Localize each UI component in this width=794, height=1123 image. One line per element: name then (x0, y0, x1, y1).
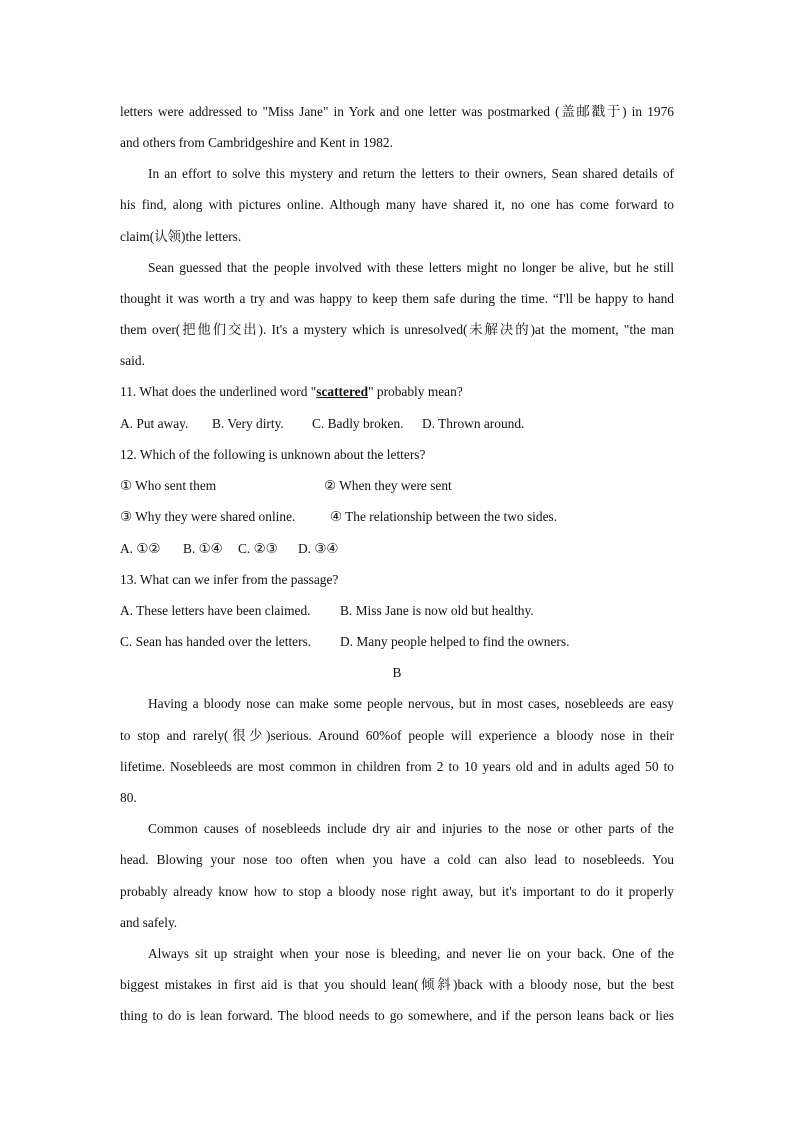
passage-a-line: claim(认领)the letters. (120, 229, 242, 244)
item-2: ② When they were sent (324, 478, 452, 493)
passage-a-line: them over(把他们交出). It's a mystery which is unresolved(未解决的)at the moment, "the man (120, 322, 674, 337)
passage-b-line: head. Blowing your nose too often when you have a cold can also lead to nosebleeds. You (120, 852, 674, 867)
passage-a-line: his find, along with pictures online. Although many have shared it, no one has come forward to (120, 197, 674, 212)
option-b[interactable]: B. Very dirty. (212, 416, 284, 431)
underlined-word: scattered (316, 384, 369, 399)
option-d[interactable]: D. Many people helped to find the owners. (340, 634, 570, 649)
passage-b-line: Common causes of nosebleeds include dry air and injuries to the nose or other parts of the (148, 821, 674, 836)
option-b[interactable]: B. Miss Jane is now old but healthy. (340, 603, 534, 618)
option-c[interactable]: C. Badly broken. (312, 416, 404, 431)
option-c[interactable]: C. ②③ (238, 541, 278, 556)
passage-b-line: lifetime. Nosebleeds are most common in children from 2 to 10 years old and in adults aged 50 to (120, 759, 674, 774)
passage-a-line: Sean guessed that the people involved with these letters might no longer be alive, but he still (148, 260, 674, 275)
item-4: ④ The relationship between the two sides. (330, 509, 558, 524)
passage-b-line: 80. (120, 790, 137, 805)
option-b[interactable]: B. ①④ (183, 541, 223, 556)
option-d[interactable]: D. Thrown around. (422, 416, 525, 431)
option-a[interactable]: A. These letters have been claimed. (120, 603, 311, 618)
option-a[interactable]: A. Put away. (120, 416, 189, 431)
item-3: ③ Why they were shared online. (120, 509, 296, 524)
passage-b-line: to stop and rarely(很少)serious. Around 60%of people will experience a bloody nose in their (120, 728, 674, 743)
passage-b-line: thing to do is lean forward. The blood needs to go somewhere, and if the person leans back or lies (120, 1008, 674, 1023)
passage-b-line: probably already know how to stop a bloody nose right away, but it's important to do it properly (120, 884, 674, 899)
question-13-stem: 13. What can we infer from the passage? (120, 572, 339, 587)
passage-b-line: and safely. (120, 915, 178, 930)
passage-a-line: In an effort to solve this mystery and return the letters to their owners, Sean shared details of (148, 166, 674, 181)
question-12-stem: 12. Which of the following is unknown about the letters? (120, 447, 426, 462)
passage-a-line: and others from Cambridgeshire and Kent in 1982. (120, 135, 393, 150)
passage-a-line: said. (120, 353, 145, 368)
passage-a-line: letters were addressed to "Miss Jane" in York and one letter was postmarked (盖邮戳于) in 1976 (120, 104, 674, 119)
question-11-stem: 11. What does the underlined word "scattered" probably mean? (120, 384, 463, 399)
passage-b-line: biggest mistakes in first aid is that you should lean(倾斜)back with a bloody nose, but the best (120, 977, 674, 992)
option-a[interactable]: A. ①② (120, 541, 161, 556)
passage-b-line: Having a bloody nose can make some people nervous, but in most cases, nosebleeds are easy (148, 696, 674, 711)
item-1: ① Who sent them (120, 478, 217, 493)
option-d[interactable]: D. ③④ (298, 541, 339, 556)
option-c[interactable]: C. Sean has handed over the letters. (120, 634, 312, 649)
passage-a-line: thought it was worth a try and was happy to keep them safe during the time. “I'll be happy to hand (120, 291, 674, 306)
section-heading: B (392, 665, 402, 680)
passage-b-line: Always sit up straight when your nose is bleeding, and never lie on your back. One of the (148, 946, 674, 961)
